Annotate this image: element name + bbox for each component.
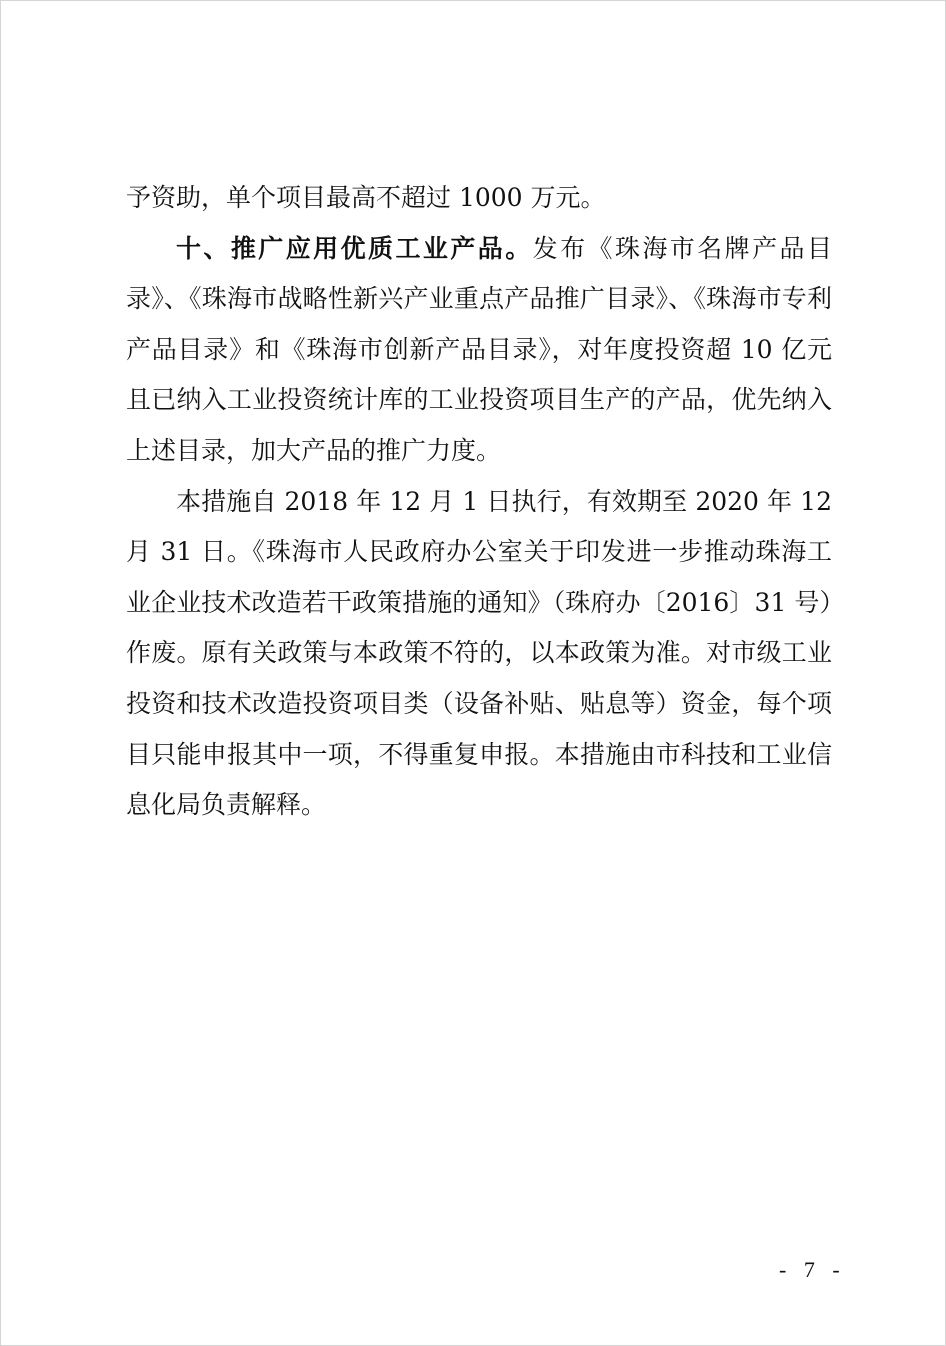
paragraph-effective-date: 本措施自 2018 年 12 月 1 日执行，有效期至 2020 年 12 月 31 日。《珠海市人民政府办公室关于印发进一步推动珠海工业企业技术改造若干政策措施的通知》（珠府办〔2016〕31 号）作废。原有关政策与本政策不符的，以本政策为准。对市级工业投资和技术改造投资项目类（设备补贴、贴息等）资金，每个项目只能申报其中一项，不得重复申报。本措施由市科技和工业信息化局负责解释。: [126, 486, 832, 820]
paragraph-section-ten: [126, 224, 832, 477]
section-heading: 十、推广应用优质工业产品。: [176, 233, 533, 263]
page-number: - 7 -: [779, 1257, 846, 1282]
paragraph-continuation: 予资助，单个项目最高不超过 1000 万元。: [126, 183, 606, 212]
document-body: [126, 173, 832, 831]
section-body: 发布《珠海市名牌产品目录》、《珠海市战略性新兴产业重点产品推广目录》、《珠海市专利产品目录》和《珠海市创新产品目录》，对年度投资超 10 亿元且已纳入工业投资统计库的工业投资项目生产的产品，优先纳入上述目录，加大产品的推广力度。: [126, 233, 832, 465]
